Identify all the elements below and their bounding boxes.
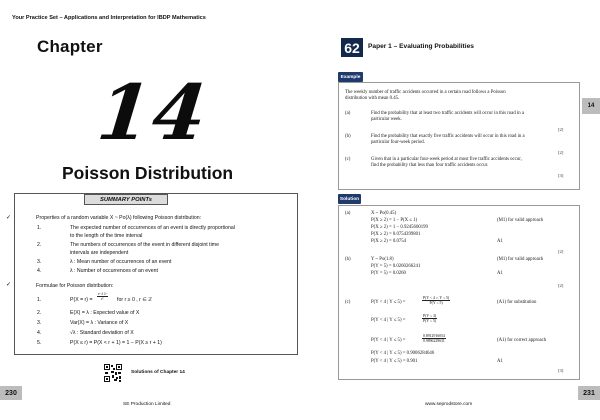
formula-num: 2. — [37, 310, 42, 316]
solution-marks: [3] — [558, 368, 564, 373]
solution-note: (M1) for valid approach — [497, 218, 544, 223]
question-line: Find the probability that exactly five traffic accidents will occur in this road in a — [371, 134, 525, 139]
solution-line: P(Y < 4 | Y ≤ 5) = 0.9006284646 — [371, 351, 435, 356]
formula-1-numerator: e⁻λ λʳ — [98, 292, 107, 296]
formula-num: 3. — [37, 320, 42, 326]
solution-line: P(X ≥ 2) = 0.0754399801 — [371, 232, 421, 237]
property-num: 2. — [37, 242, 42, 248]
question-part: (b) — [345, 134, 351, 139]
solution-note: A1 — [497, 359, 503, 364]
question-marks: [3] — [558, 173, 564, 178]
chapter-badge: 62 — [341, 38, 363, 57]
question-line: particular four-week period. — [371, 140, 425, 145]
solution-line: P(Y = 5) = 0.0260 — [371, 271, 406, 276]
formula-num: 5. — [37, 340, 42, 346]
solution-part: (b) — [345, 257, 351, 262]
solution-line: P(X ≥ 2) = 0.0754 — [371, 239, 407, 244]
properties-heading: Properties of a random variable X ~ Po(λ) following Poisson distribution: — [36, 215, 202, 221]
fraction-2 — [422, 314, 437, 324]
formula-1-fraction — [97, 292, 108, 302]
solution-line: X ~ Po(0.45) — [371, 211, 397, 216]
qr-label: Solutions of Chapter 14 — [131, 370, 185, 375]
question-marks: [2] — [558, 127, 564, 132]
solution-line: P(Y < 4 | Y ≤ 5) = 0.901 — [371, 359, 418, 364]
solution-note: (A1) for correct approach — [497, 338, 547, 343]
check-icon: ✓ — [6, 282, 12, 288]
chapter-label: Chapter — [37, 37, 103, 56]
solution-part: (c) — [345, 300, 351, 305]
property-num: 1. — [37, 225, 42, 231]
fraction-3 — [422, 334, 446, 344]
property-num: 4. — [37, 268, 42, 274]
solution-note: A1 — [497, 239, 503, 244]
property-line: The expected number of occurrences of an event is directly proportional — [70, 225, 235, 231]
solution-marks: [2] — [558, 283, 564, 288]
fraction-1-denominator: P(Y ≤ 5) — [429, 301, 443, 306]
property-line: λ : Mean number of occurrences of an event — [70, 259, 172, 265]
solution-note: (M1) for valid approach — [497, 257, 544, 262]
formula-num: 1. — [37, 297, 42, 303]
formulae-heading: Formulae for Poisson distribution: — [36, 283, 114, 289]
solution-line: P(X ≥ 2) = 1 − 0.9245600199 — [371, 225, 428, 230]
summary-title: SUMMARY POINTs — [84, 194, 168, 205]
property-line: The numbers of occurrences of the event in different disjoint time — [70, 242, 219, 248]
example-intro: distribution with mean 0.45. — [345, 96, 400, 101]
solution-part: (a) — [345, 211, 351, 216]
fraction-1-numerator: P(Y < 4 ∩ Y ≤ 5) — [423, 296, 450, 300]
solution-line: P(Y < 4 | Y ≤ 5) = — [371, 338, 406, 343]
fraction-1 — [422, 296, 450, 306]
footer-right: www.seprodstore.com — [425, 402, 473, 407]
formula-1-condition: for r ≥ 0 , r ∈ ℤ — [117, 297, 153, 303]
formula-1-text: P(X = r) = — [70, 297, 93, 303]
solution-note: (A1) for substitution — [497, 300, 537, 305]
fraction-2-denominator: P(Y ≤ 5) — [423, 319, 437, 324]
formula-line: P(X ≤ r) = P(X < r + 1) = 1 − P(X ≥ r + 1) — [70, 340, 162, 346]
property-line: λ : Number of occurrences of an event — [70, 268, 158, 274]
question-part: (a) — [345, 111, 351, 116]
solution-line: P(Y = 5) = 0.0260266241 — [371, 264, 421, 269]
question-part: (c) — [345, 157, 351, 162]
question-line: find the probability that less than four traffic accidents occur. — [371, 163, 489, 168]
example-label: Example — [338, 72, 363, 82]
solution-note: A1 — [497, 271, 503, 276]
question-marks: [2] — [558, 150, 564, 155]
solution-line: P(X ≥ 2) = 1 − P(X ≤ 1) — [371, 218, 418, 223]
property-line: intervals are independent — [70, 250, 129, 256]
example-intro: The weekly number of traffic accidents occurred in a certain road follows a Poisson — [345, 90, 506, 95]
fraction-3-denominator: 0.9896229631 — [423, 339, 445, 344]
chapter-number: 14 — [93, 68, 213, 157]
page-number-right: 231 — [578, 386, 600, 400]
right-page — [300, 0, 600, 420]
check-icon: ✓ — [6, 215, 12, 221]
series-title: Your Practice Set – Applications and Interpretation for IBDP Mathematics — [12, 15, 206, 21]
solution-line: Y ~ Po(1.8) — [371, 257, 394, 262]
qr-code-icon[interactable] — [104, 364, 122, 382]
fraction-2-numerator: P(Y ≤ 3) — [423, 314, 437, 318]
solution-marks: [2] — [558, 249, 564, 254]
question-line: Find the probability that at least two traffic accidents will occur in this road in a — [371, 111, 524, 116]
formula-line: E(X) = λ : Expected value of X — [70, 310, 140, 316]
question-line: Given that in a particular four-week period at most five traffic accidents occur, — [371, 157, 522, 162]
question-line: particular week. — [371, 117, 402, 122]
formula-line: √λ : Standard deviation of X — [70, 330, 134, 336]
solution-line: P(Y < 4 | Y ≤ 5) = — [371, 300, 406, 305]
footer-left: SE Production Limited — [123, 402, 171, 407]
property-num: 3. — [37, 259, 42, 265]
formula-line: Var(X) = λ : Variance of X — [70, 320, 129, 326]
formula-1-denominator: r! — [101, 297, 104, 302]
solution-line: P(Y < 4 | Y ≤ 5) = — [371, 318, 406, 323]
chapter-title: Poisson Distribution — [62, 163, 234, 183]
solution-label: Solution — [338, 194, 361, 204]
property-line: to the length of the time interval — [70, 233, 143, 239]
fraction-3-numerator: 0.8912916054 — [423, 334, 445, 338]
formula-num: 4. — [37, 330, 42, 336]
section-heading: Paper 1 – Evaluating Probabilities — [368, 43, 474, 50]
side-tab: 14 — [582, 98, 600, 114]
page-number-left: 230 — [0, 386, 22, 400]
